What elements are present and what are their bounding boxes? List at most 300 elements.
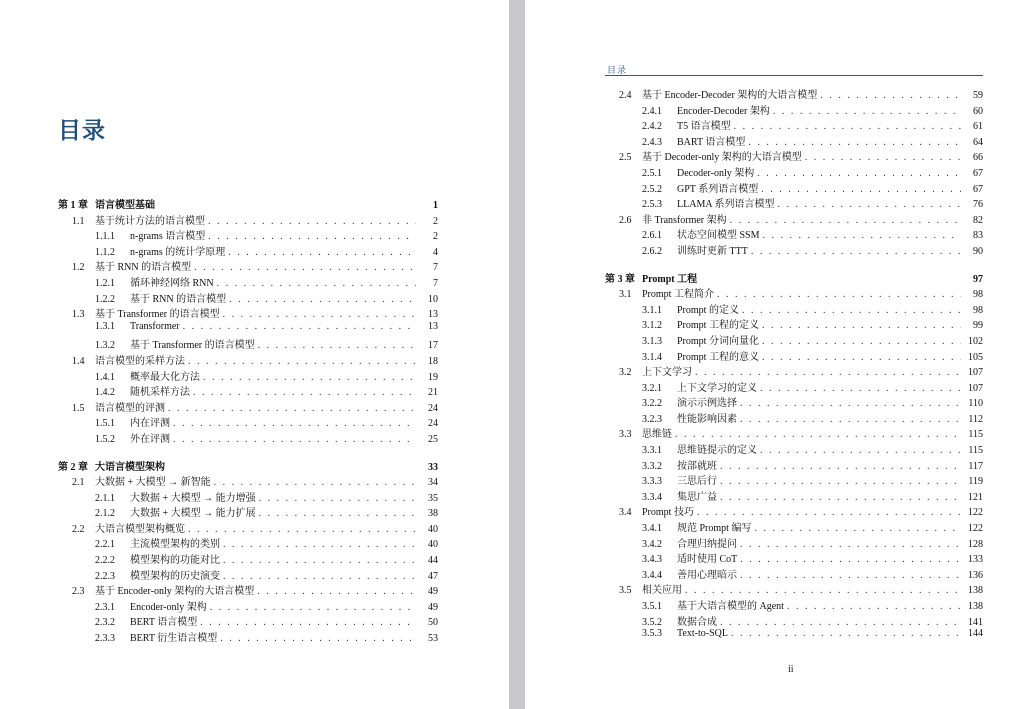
toc-entry-sub[interactable]	[605, 117, 983, 133]
toc-entry-number: 2.2.3	[95, 570, 115, 582]
toc-entry-sub[interactable]	[605, 472, 983, 488]
toc-entry-page: 49	[428, 601, 438, 613]
toc-entry-number: 3.1	[619, 289, 632, 301]
toc-leader-dots	[229, 294, 416, 305]
toc-entry-title: BERT 衍生语言模型	[130, 633, 218, 645]
toc-entry-page: 67	[973, 183, 983, 195]
toc-entry-title: Prompt 分词向量化	[677, 335, 759, 347]
toc-entry-chapter[interactable]	[605, 270, 983, 286]
toc-entry-page: 40	[428, 523, 438, 535]
toc-entry-number: 1.5.1	[95, 418, 115, 430]
toc-entry-sub[interactable]	[605, 394, 983, 410]
toc-entry-number: 1.3.1	[95, 320, 115, 332]
toc-entry-section[interactable]	[58, 258, 438, 274]
toc-entry-page: 40	[428, 539, 438, 551]
toc-entry-title: T5 语言模型	[677, 121, 731, 133]
toc-entry-title: 基于 Decoder-only 架构的大语言模型	[642, 152, 802, 164]
toc-entry-sub[interactable]	[58, 430, 438, 446]
toc-entry-title: 性能影响因素	[677, 413, 737, 425]
toc-leader-dots	[188, 524, 416, 535]
toc-entry-page: 35	[428, 492, 438, 504]
toc-entry-number: 2.5	[619, 152, 632, 164]
toc-entry-title: 基于 RNN 的语言模型	[130, 293, 227, 305]
toc-entry-section[interactable]	[58, 352, 438, 368]
toc-entry-number: 3.5	[619, 585, 632, 597]
toc-entry-number: 2.2.2	[95, 555, 115, 567]
toc-entry-section[interactable]	[605, 211, 983, 227]
toc-entry-title: Decoder-only 架构	[677, 167, 755, 179]
toc-entry-sub[interactable]	[605, 164, 983, 180]
toc-entry-number: 2.1.1	[95, 492, 115, 504]
left-page	[0, 0, 509, 709]
toc-entry-page: 105	[968, 351, 983, 363]
toc-entry-title: Prompt 工程的定义	[677, 320, 759, 332]
toc-entry-sub[interactable]	[58, 290, 438, 306]
toc-entry-page: 83	[973, 230, 983, 242]
toc-leader-dots	[717, 289, 961, 300]
toc-entry-page: 136	[968, 569, 983, 581]
toc-entry-page: 1	[433, 200, 438, 211]
toc-leader-dots	[223, 571, 416, 582]
toc-entry-title: Prompt 的定义	[677, 304, 739, 316]
toc-entry-section[interactable]	[605, 363, 983, 379]
toc-entry-page: 7	[433, 262, 438, 274]
toc-entry-number: 2.6.1	[642, 230, 662, 242]
toc-leader-dots	[217, 278, 416, 289]
toc-leader-dots	[223, 309, 416, 320]
toc-entry-page: 122	[968, 523, 983, 535]
toc-entry-page: 67	[973, 167, 983, 179]
toc-entry-sub[interactable]	[605, 195, 983, 211]
toc-entry-number: 3.1.1	[642, 304, 662, 316]
toc-entry-sub[interactable]	[605, 226, 983, 242]
toc-leader-dots	[720, 461, 961, 472]
toc-leader-dots	[697, 507, 961, 518]
toc-entry-page: 66	[973, 152, 983, 164]
toc-entry-section[interactable]	[58, 399, 438, 415]
toc-leader-dots	[208, 216, 416, 227]
toc-entry-title: 语言模型基础	[95, 200, 155, 211]
toc-entry-title: 语言模型的评测	[95, 402, 165, 414]
toc-entry-title: 模型架构的功能对比	[130, 555, 220, 567]
toc-entry-section[interactable]	[58, 305, 438, 321]
toc-entry-title: 基于 RNN 的语言模型	[95, 262, 192, 274]
toc-entry-number: 第 3 章	[605, 273, 635, 285]
toc-leader-dots	[805, 152, 961, 163]
toc-entry-page: 18	[428, 355, 438, 367]
right-page	[525, 0, 1036, 709]
toc-list-right	[605, 86, 983, 644]
toc-entry-page: 112	[968, 413, 983, 425]
toc-entry-page: 50	[428, 617, 438, 629]
toc-entry-page: 76	[973, 199, 983, 211]
toc-entry-page: 115	[968, 429, 983, 441]
toc-entry-title: 随机采样方法	[130, 387, 190, 399]
toc-entry-number: 1.2.1	[95, 277, 115, 289]
toc-entry-sub[interactable]	[605, 348, 983, 364]
toc-leader-dots	[763, 230, 961, 241]
toc-leader-dots	[730, 215, 961, 226]
toc-entry-number: 3.4.2	[642, 538, 662, 550]
toc-entry-page: 44	[428, 555, 438, 567]
toc-entry-title: Prompt 工程	[642, 273, 698, 285]
toc-entry-page: 98	[973, 289, 983, 301]
toc-entry-number: 3.1.3	[642, 335, 662, 347]
toc-entry-number: 1.3.2	[95, 340, 115, 352]
toc-entry-sub[interactable]	[605, 566, 983, 582]
toc-entry-title: 数据合成	[677, 616, 717, 628]
header-rule	[605, 75, 983, 76]
toc-entry-sub[interactable]	[58, 414, 438, 430]
toc-entry-page: 97	[973, 273, 983, 285]
toc-entry-sub[interactable]	[605, 180, 983, 196]
toc-entry-page: 60	[973, 105, 983, 117]
toc-entry-sub[interactable]	[58, 274, 438, 290]
toc-entry-title: 大数据 + 大模型 → 新智能	[95, 477, 211, 489]
toc-leader-dots	[740, 570, 961, 581]
toc-entry-page: 119	[968, 476, 983, 488]
toc-entry-title: 基于 Encoder-Decoder 架构的大语言模型	[642, 90, 818, 101]
toc-entry-number: 2.1	[72, 477, 85, 489]
toc-entry-number: 2.3.1	[95, 601, 115, 613]
toc-leader-dots	[685, 585, 961, 596]
toc-entry-title: Encoder-only 架构	[130, 601, 207, 613]
toc-entry-sub[interactable]	[58, 489, 438, 505]
toc-entry-page: 61	[973, 121, 983, 133]
toc-entry-sub[interactable]	[58, 336, 438, 352]
toc-entry-title: n-grams 语言模型	[130, 231, 206, 243]
toc-leader-dots	[778, 199, 962, 210]
toc-entry-sub[interactable]	[58, 613, 438, 629]
toc-entry-number: 1.1.2	[95, 246, 115, 258]
toc-entry-number: 2.5.3	[642, 199, 662, 211]
toc-entry-section[interactable]	[605, 425, 983, 441]
toc-entry-title: LLAMA 系列语言模型	[677, 199, 775, 211]
toc-entry-section[interactable]	[605, 148, 983, 164]
toc-entry-page: 102	[968, 335, 983, 347]
toc-entry-sub[interactable]	[605, 535, 983, 551]
toc-leader-dots	[228, 247, 416, 258]
toc-leader-dots	[173, 434, 416, 445]
toc-entry-sub[interactable]	[605, 316, 983, 332]
toc-entry-number: 2.5.1	[642, 167, 662, 179]
toc-entry-page: 64	[973, 136, 983, 148]
toc-entry-sub[interactable]	[605, 519, 983, 535]
toc-entry-section[interactable]	[605, 503, 983, 519]
toc-entry-number: 3.2.2	[642, 398, 662, 410]
toc-entry-section[interactable]	[58, 520, 438, 536]
toc-leader-dots	[223, 539, 416, 550]
toc-entry-title: 上下文学习的定义	[677, 382, 757, 394]
toc-entry-title: 规范 Prompt 编写	[677, 523, 752, 535]
toc-entry-sub[interactable]	[58, 321, 438, 337]
toc-leader-dots	[740, 398, 961, 409]
toc-entry-title: Prompt 工程的意义	[677, 351, 759, 363]
toc-entry-number: 2.4.2	[642, 121, 662, 133]
toc-entry-number: 3.2.1	[642, 382, 662, 394]
toc-entry-sub[interactable]	[605, 133, 983, 149]
toc-entry-number: 3.4.1	[642, 523, 662, 535]
toc-entry-title: 循环神经网络 RNN	[130, 277, 214, 289]
toc-entry-page: 33	[428, 461, 438, 473]
toc-entry-title: BART 语言模型	[677, 136, 746, 148]
toc-entry-number: 2.1.2	[95, 508, 115, 520]
toc-leader-dots	[223, 555, 416, 566]
toc-entry-sub[interactable]	[605, 597, 983, 613]
toc-leader-dots	[188, 356, 416, 367]
toc-entry-number: 第 2 章	[58, 461, 88, 473]
toc-entry-page: 90	[973, 245, 983, 257]
toc-entry-title: n-grams 的统计学原理	[130, 246, 226, 258]
toc-leader-dots	[200, 617, 416, 628]
toc-entry-number: 2.6.2	[642, 245, 662, 257]
toc-leader-dots	[762, 320, 961, 331]
toc-entry-sub[interactable]	[605, 628, 983, 644]
toc-entry-title: 上下文学习	[642, 367, 692, 379]
toc-leader-dots	[220, 633, 416, 644]
toc-entry-number: 3.3.2	[642, 460, 662, 472]
toc-title: 目录	[58, 118, 106, 143]
toc-entry-sub[interactable]	[605, 457, 983, 473]
toc-entry-page: 98	[973, 304, 983, 316]
toc-entry-chapter[interactable]	[58, 196, 438, 212]
toc-entry-chapter[interactable]	[58, 458, 438, 474]
toc-entry-page: 128	[968, 538, 983, 550]
toc-entry-page: 144	[968, 628, 983, 640]
toc-entry-section[interactable]	[605, 581, 983, 597]
toc-leader-dots	[695, 367, 961, 378]
toc-leader-dots	[168, 403, 416, 414]
toc-entry-title: 按部就班	[677, 460, 717, 472]
toc-list-left	[58, 196, 438, 645]
toc-leader-dots	[258, 340, 416, 351]
toc-entry-section[interactable]	[605, 285, 983, 301]
toc-entry-section[interactable]	[58, 582, 438, 598]
toc-leader-dots	[751, 246, 961, 257]
toc-entry-title: Encoder-Decoder 架构	[677, 105, 770, 117]
toc-leader-dots	[820, 90, 961, 101]
toc-entry-number: 2.6	[619, 214, 632, 226]
toc-entry-section[interactable]	[58, 212, 438, 228]
toc-entry-sub[interactable]	[58, 567, 438, 583]
toc-entry-number: 1.1	[72, 215, 85, 227]
toc-entry-title: 演示示例选择	[677, 398, 737, 410]
toc-entry-title: 概率最大化方法	[130, 371, 200, 383]
toc-entry-page: 122	[968, 507, 983, 519]
toc-leader-dots	[183, 321, 416, 332]
toc-entry-title: 外在评测	[130, 433, 170, 445]
toc-entry-page: 107	[968, 382, 983, 394]
toc-entry-section[interactable]	[605, 86, 983, 102]
toc-leader-dots	[259, 508, 416, 519]
toc-entry-title: 训练时更新 TTT	[677, 245, 748, 257]
toc-entry-title: 语言模型的采样方法	[95, 355, 185, 367]
toc-entry-number: 2.3.3	[95, 633, 115, 645]
toc-entry-number: 3.5.2	[642, 616, 662, 628]
toc-entry-number: 2.4	[619, 90, 632, 101]
toc-entry-number: 1.2	[72, 262, 85, 274]
toc-leader-dots	[787, 601, 961, 612]
toc-entry-number: 1.3	[72, 309, 85, 321]
toc-leader-dots	[194, 262, 416, 273]
toc-entry-sub[interactable]	[58, 629, 438, 645]
toc-entry-page: 133	[968, 554, 983, 566]
toc-leader-dots	[761, 184, 961, 195]
toc-entry-title: Prompt 工程简介	[642, 289, 714, 301]
toc-entry-page: 13	[428, 320, 438, 332]
toc-entry-sub[interactable]	[58, 227, 438, 243]
toc-entry-page: 24	[428, 402, 438, 414]
toc-entry-number: 1.5	[72, 402, 85, 414]
toc-entry-number: 3.3.1	[642, 445, 662, 457]
toc-entry-number: 3.5.1	[642, 601, 662, 612]
toc-entry-sub[interactable]	[605, 441, 983, 457]
toc-entry-sub[interactable]	[605, 550, 983, 566]
toc-entry-number: 1.4.1	[95, 371, 115, 383]
toc-entry-number: 3.4.3	[642, 554, 662, 566]
toc-entry-number: 第 1 章	[58, 200, 88, 211]
toc-entry-sub[interactable]	[605, 613, 983, 629]
toc-entry-page: 7	[433, 277, 438, 289]
toc-entry-number: 3.5.3	[642, 628, 662, 640]
toc-entry-page: 82	[973, 214, 983, 226]
toc-entry-sub[interactable]	[58, 598, 438, 614]
toc-entry-title: 大数据 + 大模型 → 能力扩展	[130, 508, 256, 520]
toc-entry-page: 115	[968, 445, 983, 457]
toc-entry-sub[interactable]	[605, 242, 983, 258]
toc-entry-number: 2.3	[72, 586, 85, 598]
toc-entry-number: 3.3.3	[642, 476, 662, 488]
running-header: 目录	[607, 65, 628, 75]
toc-entry-title: 大数据 + 大模型 → 能力增强	[130, 492, 256, 504]
toc-leader-dots	[214, 477, 416, 488]
toc-leader-dots	[757, 168, 961, 179]
toc-leader-dots	[210, 602, 416, 613]
toc-leader-dots	[762, 352, 961, 363]
toc-entry-page: 53	[428, 633, 438, 645]
toc-entry-page: 2	[433, 231, 438, 243]
toc-entry-title: 善用心理暗示	[677, 569, 737, 581]
toc-entry-number: 3.3	[619, 429, 632, 441]
toc-entry-page: 17	[428, 340, 438, 352]
toc-entry-number: 2.4.3	[642, 136, 662, 148]
page-gutter	[509, 0, 525, 709]
toc-entry-page: 21	[428, 387, 438, 399]
toc-entry-sub[interactable]	[58, 504, 438, 520]
toc-entry-sub[interactable]	[605, 301, 983, 317]
toc-entry-page: 19	[428, 371, 438, 383]
toc-entry-sub[interactable]	[58, 551, 438, 567]
toc-entry-page: 47	[428, 570, 438, 582]
toc-leader-dots	[208, 231, 416, 242]
toc-entry-number: 2.5.2	[642, 183, 662, 195]
toc-entry-sub[interactable]	[58, 383, 438, 399]
toc-entry-title: 主流模型架构的类别	[130, 539, 220, 551]
toc-leader-dots	[173, 418, 416, 429]
toc-leader-dots	[740, 414, 961, 425]
toc-entry-number: 3.4.4	[642, 569, 662, 581]
toc-entry-number: 3.4	[619, 507, 632, 519]
toc-entry-number: 1.4	[72, 355, 85, 367]
toc-entry-section[interactable]	[58, 473, 438, 489]
toc-entry-sub[interactable]	[605, 102, 983, 118]
toc-entry-page: 107	[968, 367, 983, 379]
toc-entry-page: 59	[973, 90, 983, 101]
toc-entry-title: 基于统计方法的语言模型	[95, 215, 205, 227]
toc-entry-page: 25	[428, 433, 438, 445]
toc-leader-dots	[760, 445, 961, 456]
toc-entry-number: 3.2.3	[642, 413, 662, 425]
toc-entry-page: 34	[428, 477, 438, 489]
toc-entry-title: 状态空间模型 SSM	[677, 230, 760, 242]
page-number: ii	[788, 664, 794, 675]
toc-leader-dots	[257, 586, 416, 597]
toc-leader-dots	[773, 106, 961, 117]
toc-entry-title: 大语言模型架构	[95, 461, 165, 473]
toc-entry-page: 38	[428, 508, 438, 520]
toc-entry-page: 121	[968, 491, 983, 503]
toc-leader-dots	[742, 305, 961, 316]
toc-entry-number: 2.4.1	[642, 105, 662, 117]
toc-entry-number: 1.1.1	[95, 231, 115, 243]
toc-entry-page: 2	[433, 215, 438, 227]
toc-entry-sub[interactable]	[605, 410, 983, 426]
toc-leader-dots	[740, 539, 961, 550]
toc-leader-dots	[720, 492, 961, 503]
toc-entry-sub[interactable]	[58, 368, 438, 384]
toc-entry-page: 138	[968, 601, 983, 612]
toc-entry-page: 99	[973, 320, 983, 332]
toc-entry-sub[interactable]	[605, 488, 983, 504]
toc-leader-dots	[748, 137, 961, 148]
toc-entry-page: 141	[968, 616, 983, 628]
toc-leader-dots	[760, 383, 961, 394]
toc-entry-title: Transformer	[130, 320, 180, 332]
toc-entry-title: 基于 Transformer 的语言模型	[95, 309, 220, 321]
toc-entry-title: BERT 语言模型	[130, 617, 198, 629]
toc-entry-title: 基于 Encoder-only 架构的大语言模型	[95, 586, 255, 598]
toc-leader-dots	[762, 336, 961, 347]
toc-entry-title: 思维链提示的定义	[677, 445, 757, 457]
toc-entry-number: 2.2	[72, 523, 85, 535]
toc-entry-number: 3.2	[619, 367, 632, 379]
toc-entry-title: 集思广益	[677, 491, 717, 503]
toc-entry-number: 3.3.4	[642, 491, 662, 503]
toc-entry-page: 13	[428, 309, 438, 321]
toc-entry-title: 合理归纳提问	[677, 538, 737, 550]
toc-entry-title: 三思后行	[677, 476, 717, 488]
toc-leader-dots	[740, 554, 961, 565]
toc-entry-page: 138	[968, 585, 983, 597]
toc-entry-title: 思维链	[642, 429, 672, 441]
toc-entry-sub[interactable]	[58, 243, 438, 259]
toc-entry-number: 3.1.2	[642, 320, 662, 332]
toc-entry-page: 110	[968, 398, 983, 410]
toc-leader-dots	[203, 372, 416, 383]
toc-entry-title: 适时使用 CoT	[677, 554, 738, 566]
toc-leader-dots	[675, 429, 961, 440]
toc-entry-sub[interactable]	[605, 332, 983, 348]
toc-entry-sub[interactable]	[58, 535, 438, 551]
toc-entry-title: 非 Transformer 架构	[642, 214, 727, 226]
toc-entry-sub[interactable]	[605, 379, 983, 395]
toc-entry-page: 4	[433, 246, 438, 258]
toc-entry-number: 3.1.4	[642, 351, 662, 363]
toc-leader-dots	[734, 121, 961, 132]
toc-entry-title: 模型架构的历史演变	[130, 570, 220, 582]
toc-leader-dots	[259, 493, 416, 504]
toc-entry-number: 2.3.2	[95, 617, 115, 629]
